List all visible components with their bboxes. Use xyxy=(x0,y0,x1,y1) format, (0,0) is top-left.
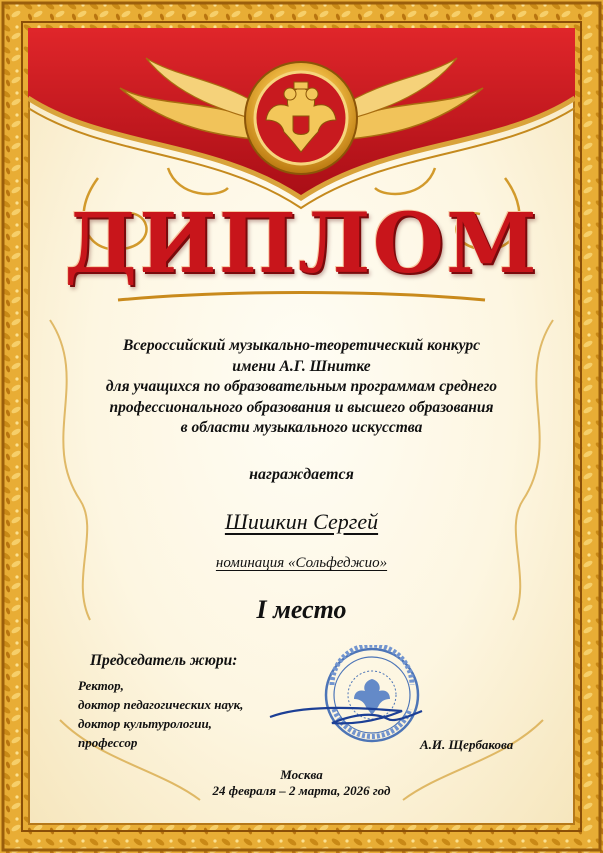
place-award: I место xyxy=(256,595,347,624)
jury-signer-name: А.И. Щербакова xyxy=(420,737,514,752)
organization-line: имени А.Г. Шнитке xyxy=(232,357,371,375)
jury-title-line: профессор xyxy=(78,735,138,750)
jury-title-line: Ректор, xyxy=(78,678,124,693)
nomination: номинация «Сольфеджио» xyxy=(215,555,388,571)
jury-titles xyxy=(78,676,243,752)
organization-line: профессионального образования и высшего образования xyxy=(109,398,494,416)
jury-title-line: доктор педагогических наук, xyxy=(78,697,244,712)
awarded-label: награждается xyxy=(249,466,354,483)
organization-block xyxy=(0,336,603,439)
jury-title-line: доктор культурологии, xyxy=(78,716,212,731)
organization-line: в области музыкального искусства xyxy=(180,419,423,436)
official-stamp-icon xyxy=(262,645,442,755)
jury-chair-label: Председатель жюри: xyxy=(90,652,238,669)
city: Москва xyxy=(280,767,323,782)
organization-line: для учащихся по образовательным программам среднего xyxy=(105,378,498,395)
recipient-name: Шишкин Сергей xyxy=(224,509,379,534)
organization-line: Всероссийский музыкально-теоретический конкурс xyxy=(123,337,480,354)
diploma-title: ДИПЛОМ xyxy=(64,196,539,292)
event-dates: 24 февраля – 2 марта, 2026 год xyxy=(212,783,391,798)
